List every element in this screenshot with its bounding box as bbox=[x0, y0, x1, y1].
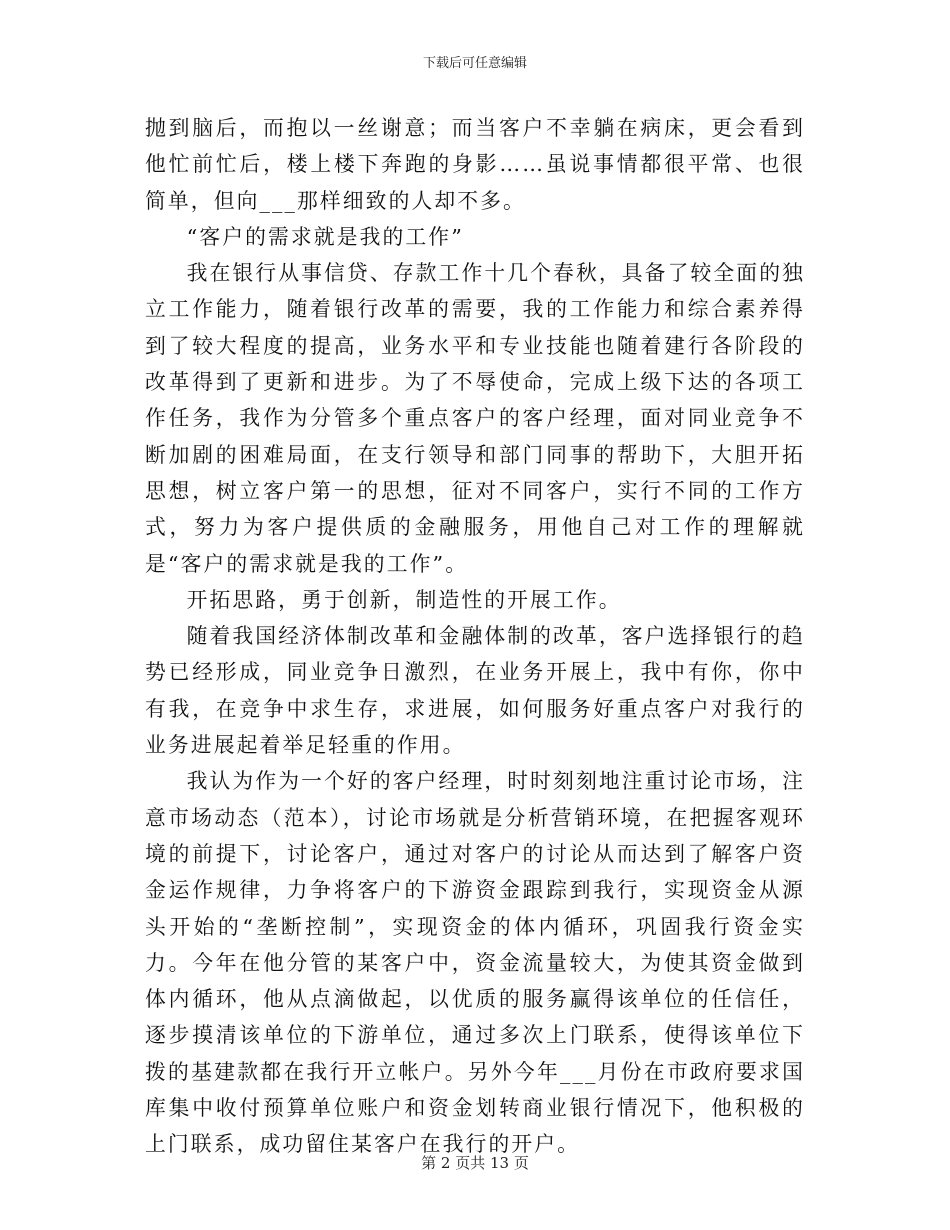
paragraph-3: 我在银行从事信贷、存款工作十几个春秋，具备了较全面的独立工作能力，随着银行改革的需要，我的工作能力和综合素养得到了较大程度的提高，业务水平和专业技能也随着建行各阶段的改革得到了更新和进步。为了不辱使命，完成上级下达的各项工作任务，我作为分管多个重点客户的客户经理，面对同业竞争不断加剧的困难局面，在支行领导和部门同事的帮助下，大胆开拓思想，树立客户第一的思想，征对不同客户，实行不同的工作方式，努力为客户提供质的金融服务，用他自己对工作的理解就是“客户的需求就是我的工作”。 bbox=[145, 261, 805, 576]
document-body bbox=[145, 110, 805, 1163]
paragraph-subheading: 开拓思路，勇于创新，制造性的开展工作。 bbox=[186, 587, 622, 612]
paragraph-1: 抛到脑后，而抱以一丝谢意；而当客户不幸躺在病床，更会看到他忙前忙后，楼上楼下奔跑的身影……虽说事情都很平常、也很简单，但向___那样细致的人却不多。 bbox=[145, 116, 805, 213]
page-footer: 第 2 页共 13 页 bbox=[421, 1154, 529, 1172]
paragraph-6: 我认为作为一个好的客户经理，时时刻刻地注重讨论市场，注意市场动态（范本），讨论市场就是分析营销环境，在把握客观环境的前提下，讨论客户，通过对客户的讨论从而达到了解客户资金运作规律，力争将客户的下游资金跟踪到我行，实现资金从源头开始的“垄断控制”，实现资金的体内循环，巩固我行资金实力。今年在他分管的某客户中，资金流量较大，为使其资金做到体内循环，他从点滴做起，以优质的服务赢得该单位的任信任，逐步摸清该单位的下游单位，通过多次上门联系，使得该单位下拨的基建款都在我行开立帐户。另外今年___月份在市政府要求国库集中收付预算单位账户和资金划转商业银行情况下，他积极的上门联系，成功留住某客户在我行的开户。 bbox=[145, 769, 805, 1157]
paragraph-5: 随着我国经济体制改革和金融体制的改革，客户选择银行的趋势已经形成，同业竞争日激烈，在业务开展上，我中有你，你中有我，在竞争中求生存，求进展，如何服务好重点客户对我行的业务进展起着举足轻重的作用。 bbox=[145, 624, 805, 758]
page-header: 下载后可任意编辑 bbox=[422, 56, 527, 71]
paragraph-quote-heading: “客户的需求就是我的工作” bbox=[186, 224, 464, 249]
